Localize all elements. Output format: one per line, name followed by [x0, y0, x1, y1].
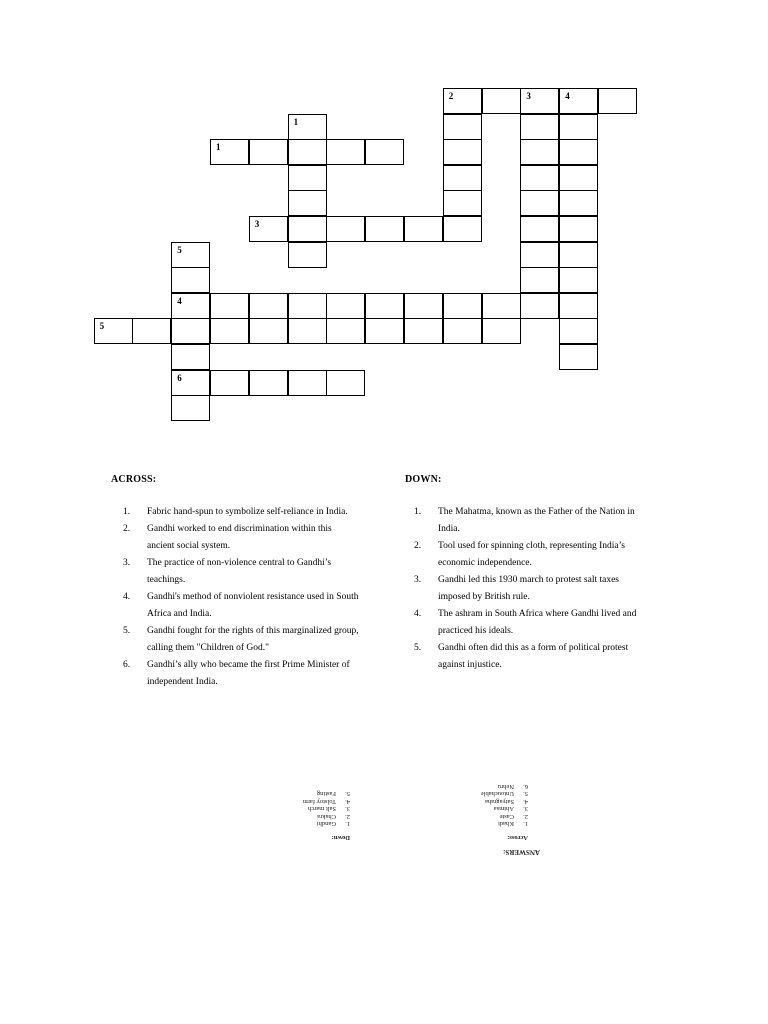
- answer-row: [481, 820, 528, 828]
- grid-cell[interactable]: [443, 139, 482, 165]
- clue-number: 5: [177, 244, 182, 255]
- clue-number: 5: [99, 321, 105, 332]
- grid-cell[interactable]: [288, 216, 327, 242]
- clue-line: economic independence.: [438, 558, 532, 568]
- answer-row: [303, 798, 350, 806]
- answer-text: Salt march: [308, 805, 336, 813]
- clue-line: Gandhi led this 1930 march to protest salt taxes: [438, 575, 619, 585]
- answer-row: [481, 813, 528, 821]
- answer-row: [481, 783, 528, 791]
- down-heading: DOWN:: [405, 474, 442, 485]
- clue-line: Gandhi worked to end discrimination within this: [147, 524, 332, 534]
- across-clue: [123, 521, 388, 555]
- answer-row: [303, 790, 350, 798]
- across-clue: [123, 589, 388, 623]
- answer-text: Ahimsa: [493, 805, 514, 813]
- grid-cell[interactable]: [520, 139, 559, 165]
- down-clue: [414, 504, 669, 538]
- answers-across-heading: Across:: [507, 834, 528, 841]
- clue-index: 4.: [123, 592, 131, 602]
- grid-cell[interactable]: [249, 318, 288, 344]
- clue-text: [147, 504, 388, 521]
- answer-text: Tolstoy farm: [302, 798, 336, 805]
- grid-cell[interactable]: [326, 370, 365, 396]
- grid-cell[interactable]: [288, 139, 327, 165]
- grid-cell[interactable]: [443, 293, 482, 319]
- clue-text: [438, 640, 669, 674]
- answer-index: 1.: [345, 820, 350, 828]
- grid-cell[interactable]: [520, 114, 559, 140]
- grid-cell[interactable]: [365, 318, 404, 344]
- grid-cell[interactable]: [443, 318, 482, 344]
- grid-cell[interactable]: [520, 190, 559, 216]
- grid-cell[interactable]: [598, 88, 637, 114]
- clue-line: Gandhi fought for the rights of this marginalized group,: [147, 626, 359, 636]
- answers-heading: ANSWERS:: [503, 848, 540, 856]
- clue-text: [147, 589, 388, 623]
- clue-line: The ashram in South Africa where Gandhi lived and: [438, 609, 637, 619]
- grid-cell[interactable]: [210, 293, 249, 319]
- clue-index: 3.: [414, 575, 422, 585]
- grid-cell[interactable]: [520, 216, 559, 242]
- answers-across-column: [481, 783, 528, 842]
- grid-cell[interactable]: [326, 139, 365, 165]
- clue-number: 4: [565, 91, 570, 101]
- grid-cell[interactable]: [559, 344, 598, 370]
- answer-text: Gandhi: [316, 820, 336, 828]
- clue-index: 5.: [414, 643, 422, 653]
- grid-cell[interactable]: [249, 139, 288, 165]
- clue-line: Gandhi often did this as a form of political protest: [438, 643, 629, 653]
- grid-cell[interactable]: [365, 139, 404, 165]
- grid-cell[interactable]: [559, 190, 598, 216]
- answers-down-heading: Down:: [331, 834, 350, 841]
- grid-cell[interactable]: [443, 114, 482, 140]
- grid-cell[interactable]: [210, 370, 249, 396]
- grid-cell[interactable]: [288, 370, 327, 396]
- grid-cell[interactable]: [443, 165, 482, 191]
- grid-cell[interactable]: [249, 370, 288, 396]
- clue-index: 2.: [123, 524, 131, 534]
- grid-cell[interactable]: [365, 293, 404, 319]
- across-clue: [123, 657, 388, 691]
- grid-cell[interactable]: [482, 88, 521, 114]
- grid-cell[interactable]: [171, 242, 210, 268]
- clue-number: 2: [448, 91, 454, 101]
- grid-cell[interactable]: [520, 293, 559, 319]
- grid-cell[interactable]: [559, 139, 598, 165]
- clue-text: [438, 572, 669, 606]
- grid-cell[interactable]: [559, 293, 598, 319]
- clue-line: The practice of non-violence central to Gandhi’s: [147, 558, 332, 568]
- grid-cell[interactable]: [326, 216, 365, 242]
- grid-cell[interactable]: [559, 216, 598, 242]
- answer-text: Fasting: [316, 790, 336, 798]
- clue-index: 2.: [414, 541, 422, 551]
- answer-text: Nehru: [497, 783, 514, 790]
- grid-cell[interactable]: [520, 267, 559, 293]
- down-clue: [414, 572, 669, 606]
- clue-index: 4.: [414, 609, 422, 619]
- down-clue: [414, 606, 669, 640]
- answer-index: 2.: [523, 813, 528, 820]
- grid-cell[interactable]: [288, 114, 327, 140]
- grid-cell[interactable]: [559, 114, 598, 140]
- grid-cell[interactable]: [288, 165, 327, 191]
- answer-row: [481, 790, 528, 798]
- clue-number: 3: [526, 91, 531, 101]
- clue-text: [147, 657, 388, 691]
- clue-line: India.: [438, 524, 460, 534]
- grid-cell[interactable]: [288, 190, 327, 216]
- grid-cell[interactable]: [520, 165, 559, 191]
- answer-row: [303, 805, 350, 813]
- grid-cell[interactable]: [559, 165, 598, 191]
- answers-down-column: [303, 790, 350, 841]
- across-clue-list: [123, 504, 388, 691]
- grid-cell[interactable]: [365, 216, 404, 242]
- answer-index: 6.: [523, 783, 528, 790]
- answer-index: 3.: [523, 805, 528, 813]
- clue-index: 1.: [123, 507, 131, 517]
- clue-index: 3.: [123, 558, 131, 568]
- clue-text: [147, 521, 388, 555]
- grid-cell[interactable]: [326, 293, 365, 319]
- answer-index: 3.: [345, 805, 350, 813]
- grid-cell[interactable]: [559, 88, 598, 114]
- grid-cell[interactable]: [559, 242, 598, 268]
- grid-cell[interactable]: [171, 318, 210, 344]
- grid-cell[interactable]: [443, 190, 482, 216]
- down-clue: [414, 640, 669, 674]
- answer-text: Caste: [499, 813, 514, 820]
- answer-index: 1.: [523, 820, 528, 828]
- clue-line: against injustice.: [438, 660, 502, 670]
- clue-number: 3: [254, 219, 260, 229]
- clue-line: independent India.: [147, 677, 218, 687]
- answer-index: 4.: [345, 798, 350, 805]
- grid-cell[interactable]: [210, 139, 249, 165]
- clue-line: Gandhi's method of nonviolent resistance used in South: [147, 592, 359, 602]
- clue-line: Gandhi’s ally who became the first Prime Minister of: [147, 660, 350, 670]
- clue-line: Fabric hand-spun to symbolize self-reliance in India.: [147, 507, 348, 517]
- clue-line: Tool used for spinning cloth, representing India’s: [438, 541, 625, 551]
- answer-text: Khadi: [498, 820, 514, 828]
- clue-line: practiced his ideals.: [438, 626, 514, 636]
- grid-cell[interactable]: [482, 293, 521, 319]
- answer-row: [303, 813, 350, 821]
- clue-text: [147, 555, 388, 589]
- clue-line: ancient social system.: [147, 541, 231, 551]
- across-clue: [123, 623, 388, 657]
- grid-cell[interactable]: [132, 318, 171, 344]
- clue-line: teachings.: [147, 575, 186, 585]
- grid-cell[interactable]: [171, 395, 210, 421]
- answer-index: 2.: [345, 813, 350, 820]
- grid-cell[interactable]: [326, 318, 365, 344]
- across-heading: ACROSS:: [111, 474, 157, 485]
- answer-index: 5.: [345, 790, 350, 798]
- clue-index: 5.: [123, 626, 131, 636]
- answer-row: [481, 805, 528, 813]
- grid-cell[interactable]: [404, 293, 443, 319]
- clue-index: 6.: [123, 660, 131, 670]
- clue-text: [438, 606, 669, 640]
- clue-text: [438, 538, 669, 572]
- clue-line: calling them "Children of God.": [147, 643, 269, 653]
- clue-number: 6: [177, 372, 182, 383]
- answer-text: Satyagraha: [485, 798, 514, 805]
- grid-cell[interactable]: [94, 318, 133, 344]
- crossword-grid: [0, 0, 768, 430]
- down-clue-list: [414, 504, 669, 674]
- grid-cell[interactable]: [171, 267, 210, 293]
- grid-cell[interactable]: [443, 216, 482, 242]
- answer-key-upside-down: [270, 755, 540, 855]
- clue-line: Africa and India.: [147, 609, 212, 619]
- grid-cell[interactable]: [404, 318, 443, 344]
- grid-cell[interactable]: [288, 293, 327, 319]
- grid-cell[interactable]: [520, 242, 559, 268]
- answer-row: [481, 798, 528, 806]
- answer-index: 4.: [523, 798, 528, 805]
- clue-number: 1: [293, 116, 299, 127]
- answer-text: Chakra: [317, 813, 336, 820]
- grid-cell[interactable]: [443, 88, 482, 114]
- answer-text: Untouchable: [480, 790, 514, 798]
- clue-number: 1: [216, 142, 221, 153]
- grid-cell[interactable]: [559, 267, 598, 293]
- clue-number: 4: [177, 295, 182, 306]
- grid-cell[interactable]: [249, 293, 288, 319]
- clue-line: The Mahatma, known as the Father of the Nation in: [438, 507, 635, 517]
- grid-cell[interactable]: [171, 370, 210, 396]
- clue-text: [438, 504, 669, 538]
- grid-cell[interactable]: [559, 318, 598, 344]
- across-clue: [123, 504, 388, 521]
- grid-cell[interactable]: [288, 242, 327, 268]
- grid-cell[interactable]: [404, 216, 443, 242]
- clue-line: imposed by British rule.: [438, 592, 530, 602]
- grid-cell[interactable]: [288, 318, 327, 344]
- answer-index: 5.: [523, 790, 528, 798]
- clue-text: [147, 623, 388, 657]
- grid-cell[interactable]: [520, 88, 559, 114]
- grid-cell[interactable]: [210, 318, 249, 344]
- clue-index: 1.: [414, 507, 422, 517]
- across-clue: [123, 555, 388, 589]
- down-clue: [414, 538, 669, 572]
- grid-cell[interactable]: [482, 318, 521, 344]
- grid-cell[interactable]: [249, 216, 288, 242]
- grid-cell[interactable]: [171, 344, 210, 370]
- answer-row: [303, 820, 350, 828]
- grid-cell[interactable]: [171, 293, 210, 319]
